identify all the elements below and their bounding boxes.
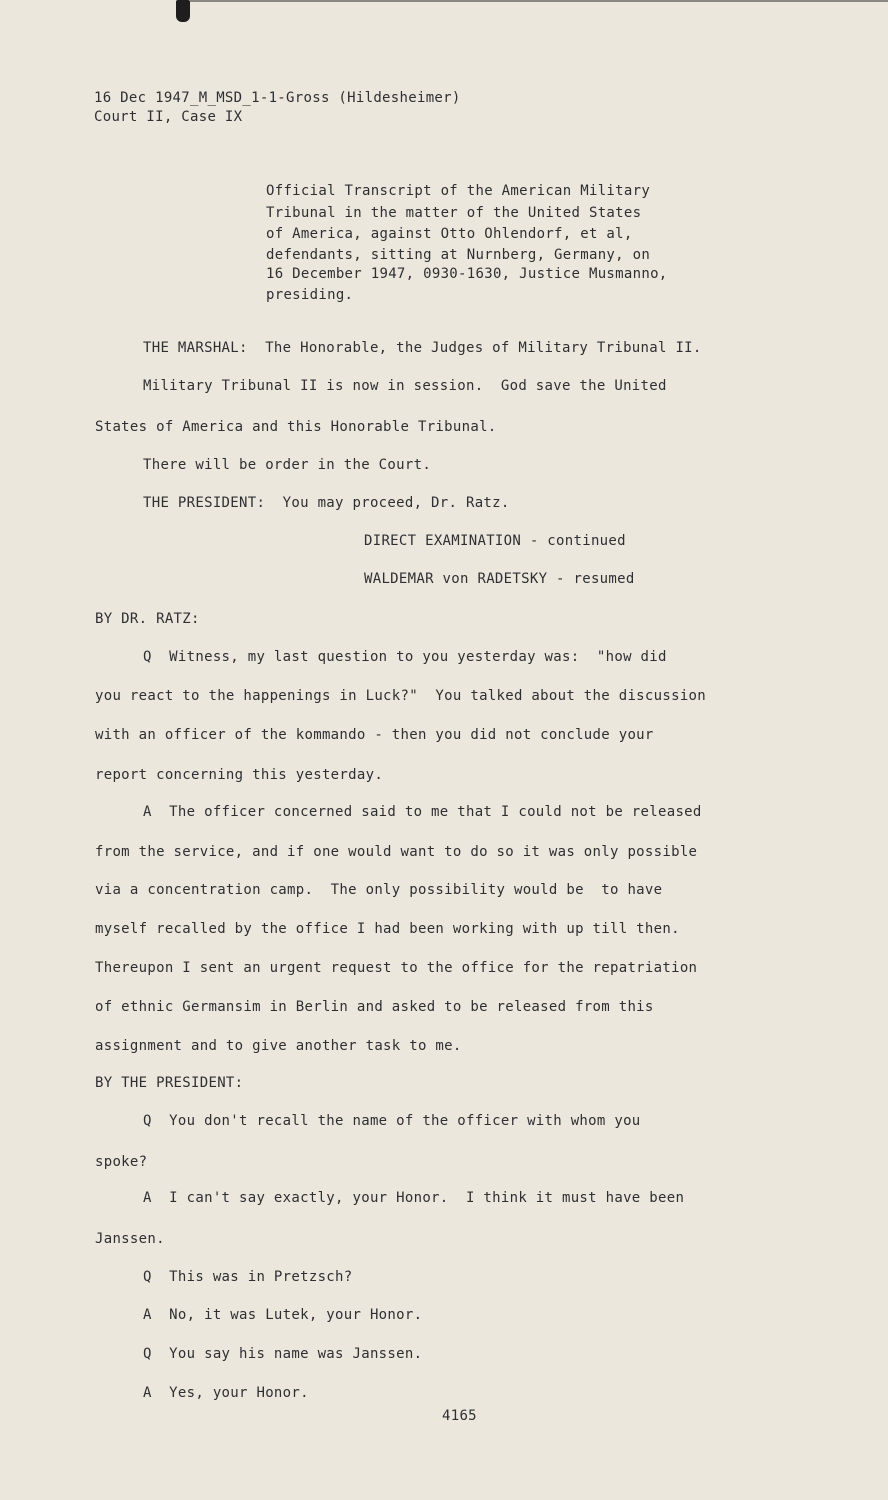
examiner-heading: BY DR. RATZ:	[95, 611, 200, 627]
header-line-2: Court II, Case IX	[94, 109, 243, 125]
caption-line: 16 December 1947, 0930-1630, Justice Musmanno,	[266, 266, 668, 282]
transcript-line: Military Tribunal II is now in session. God save the United	[143, 378, 667, 394]
transcript-line: Q Witness, my last question to you yesterday was: "how did	[143, 649, 667, 665]
transcript-line: Q You say his name was Janssen.	[143, 1346, 423, 1362]
caption-line: presiding.	[266, 287, 354, 303]
caption-line: Official Transcript of the American Military	[266, 183, 651, 199]
ink-mark	[176, 0, 190, 22]
transcript-line: States of America and this Honorable Tribunal.	[95, 419, 497, 435]
transcript-line: you react to the happenings in Luck?" You talked about the discussion	[95, 688, 707, 704]
transcript-line: assignment and to give another task to me.	[95, 1038, 462, 1054]
page-edge	[190, 0, 888, 2]
transcript-line: A The officer concerned said to me that I could not be released	[143, 804, 702, 820]
transcript-line: THE PRESIDENT: You may proceed, Dr. Ratz.	[143, 495, 510, 511]
transcript-line: Thereupon I sent an urgent request to the office for the repatriation	[95, 960, 698, 976]
transcript-line: A Yes, your Honor.	[143, 1385, 309, 1401]
transcript-line: via a concentration camp. The only possibility would be to have	[95, 882, 663, 898]
caption-line: defendants, sitting at Nurnberg, Germany, on	[266, 247, 651, 263]
transcript-line: THE MARSHAL: The Honorable, the Judges of Military Tribunal II.	[143, 340, 702, 356]
transcript-line: of ethnic Germansim in Berlin and asked to be released from this	[95, 999, 654, 1015]
caption-line: Tribunal in the matter of the United States	[266, 205, 642, 221]
transcript-line: Q You don't recall the name of the officer with whom you	[143, 1113, 641, 1129]
transcript-line: from the service, and if one would want to do so it was only possible	[95, 844, 698, 860]
transcript-line: with an officer of the kommando - then you did not conclude your	[95, 727, 654, 743]
page-number: 4165	[442, 1408, 477, 1424]
header-line-1: 16 Dec 1947_M_MSD_1-1-Gross (Hildesheimer)	[94, 90, 461, 106]
section-heading: WALDEMAR von RADETSKY - resumed	[364, 571, 635, 587]
transcript-line: Janssen.	[95, 1231, 165, 1247]
transcript-line: report concerning this yesterday.	[95, 767, 384, 783]
transcript-line: There will be order in the Court.	[143, 457, 432, 473]
transcript-line: myself recalled by the office I had been working with up till then.	[95, 921, 680, 937]
transcript-line: spoke?	[95, 1154, 148, 1170]
caption-line: of America, against Otto Ohlendorf, et al,	[266, 226, 633, 242]
section-heading: DIRECT EXAMINATION - continued	[364, 533, 626, 549]
examiner-heading: BY THE PRESIDENT:	[95, 1075, 244, 1091]
transcript-line: A No, it was Lutek, your Honor.	[143, 1307, 423, 1323]
transcript-line: A I can't say exactly, your Honor. I think it must have been	[143, 1190, 685, 1206]
transcript-line: Q This was in Pretzsch?	[143, 1269, 353, 1285]
